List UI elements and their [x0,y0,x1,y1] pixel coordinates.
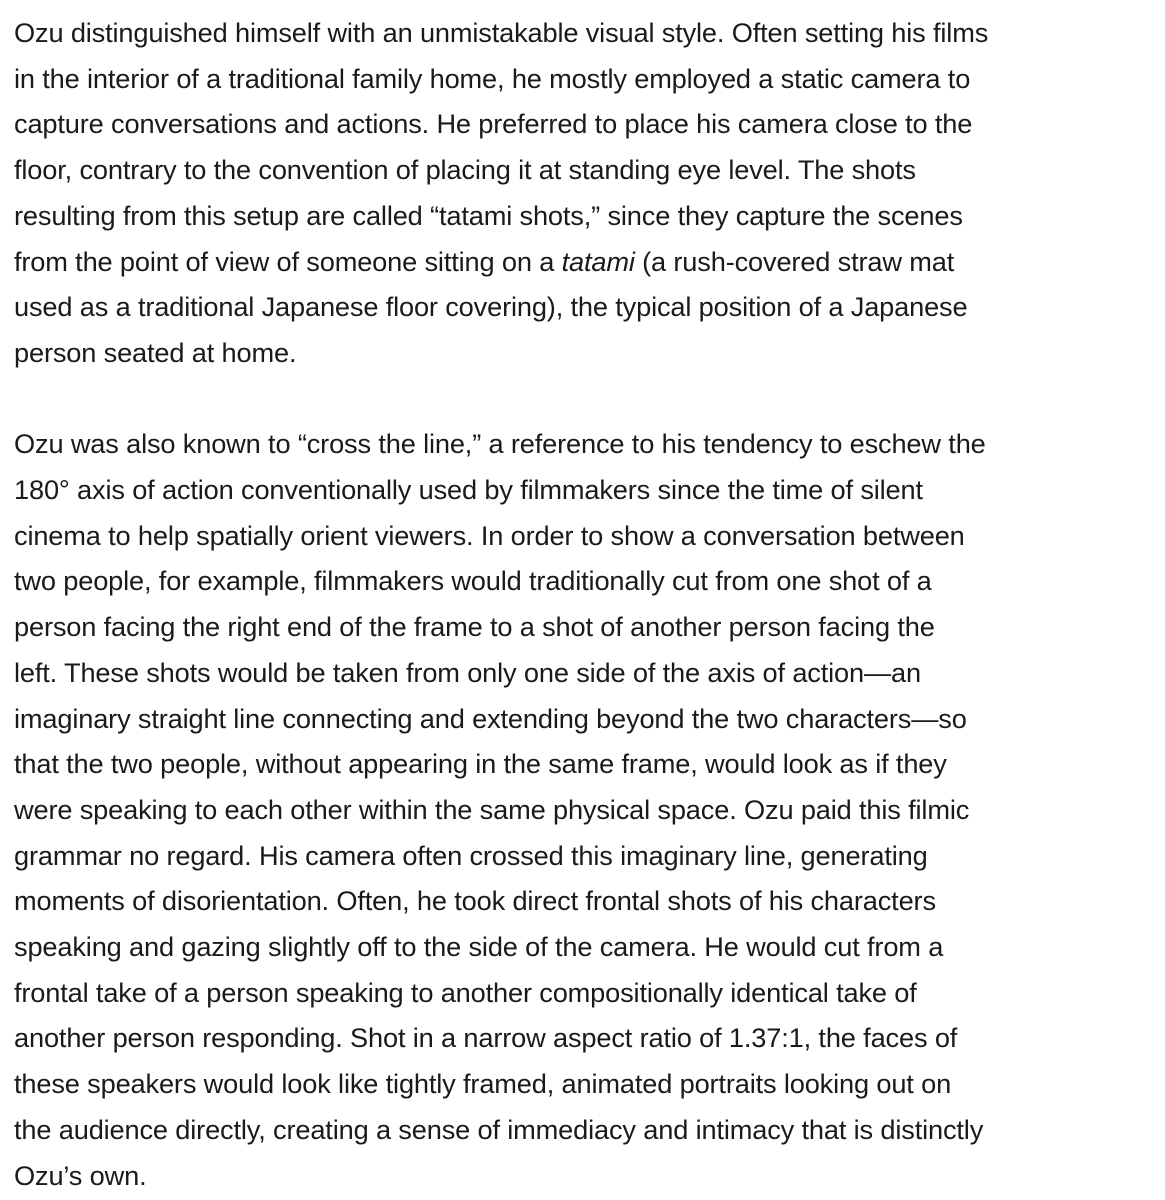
text-line: cinema to help spatially orient viewers. In order to show a conversation between [14,519,965,551]
text-line: two people, for example, filmmakers would traditionally cut from one shot of a [14,565,932,597]
text-line: moments of disorientation. Often, he took direct frontal shots of his characters [14,885,936,917]
text-line: resulting from this setup are called “tatami shots,” since they capture the scenes [14,199,963,231]
paragraph-visual-style [14,10,1154,376]
text-segment: from the point of view of someone sitting on a [14,245,562,277]
text-line: floor, contrary to the convention of placing it at standing eye level. The shots [14,154,916,186]
text-line: the audience directly, creating a sense of immediacy and intimacy that is distinctly [14,1113,984,1145]
text-line: left. These shots would be taken from only one side of the axis of action—an [14,656,921,688]
text-line: speaking and gazing slightly off to the side of the camera. He would cut from a [14,931,944,963]
text-line: used as a traditional Japanese floor covering), the typical position of a Japanese [14,291,968,323]
text-line: person facing the right end of the frame to a shot of another person facing the [14,611,935,643]
text-line: imaginary straight line connecting and extending beyond the two characters—so [14,702,967,734]
italic-term-tatami: tatami [561,245,635,277]
text-line [14,239,1154,285]
article-body [14,10,1154,1198]
text-line: that the two people, without appearing in the same frame, would look as if they [14,748,947,780]
text-line: person seated at home. [14,336,297,368]
text-line: grammar no regard. His camera often crossed this imaginary line, generating [14,839,928,871]
text-segment: (a rush-covered straw mat [634,245,955,277]
text-line: 180° axis of action conventionally used by filmmakers since the time of silent [14,474,923,506]
text-line: capture conversations and actions. He preferred to place his camera close to the [14,108,973,140]
paragraph-cross-the-line [14,421,1154,1198]
text-line: these speakers would look like tightly framed, animated portraits looking out on [14,1068,952,1100]
text-line: were speaking to each other within the same physical space. Ozu paid this filmic [14,793,970,825]
text-line: another person responding. Shot in a narrow aspect ratio of 1.37:1, the faces of [14,1022,958,1054]
text-line: frontal take of a person speaking to another compositionally identical take of [14,976,917,1008]
text-line: in the interior of a traditional family home, he mostly employed a static camera to [14,62,971,94]
text-line: Ozu distinguished himself with an unmistakable visual style. Often setting his films [14,17,989,48]
text-line: Ozu’s own. [14,1159,147,1191]
text-line: Ozu was also known to “cross the line,” a reference to his tendency to eschew the [14,428,986,460]
